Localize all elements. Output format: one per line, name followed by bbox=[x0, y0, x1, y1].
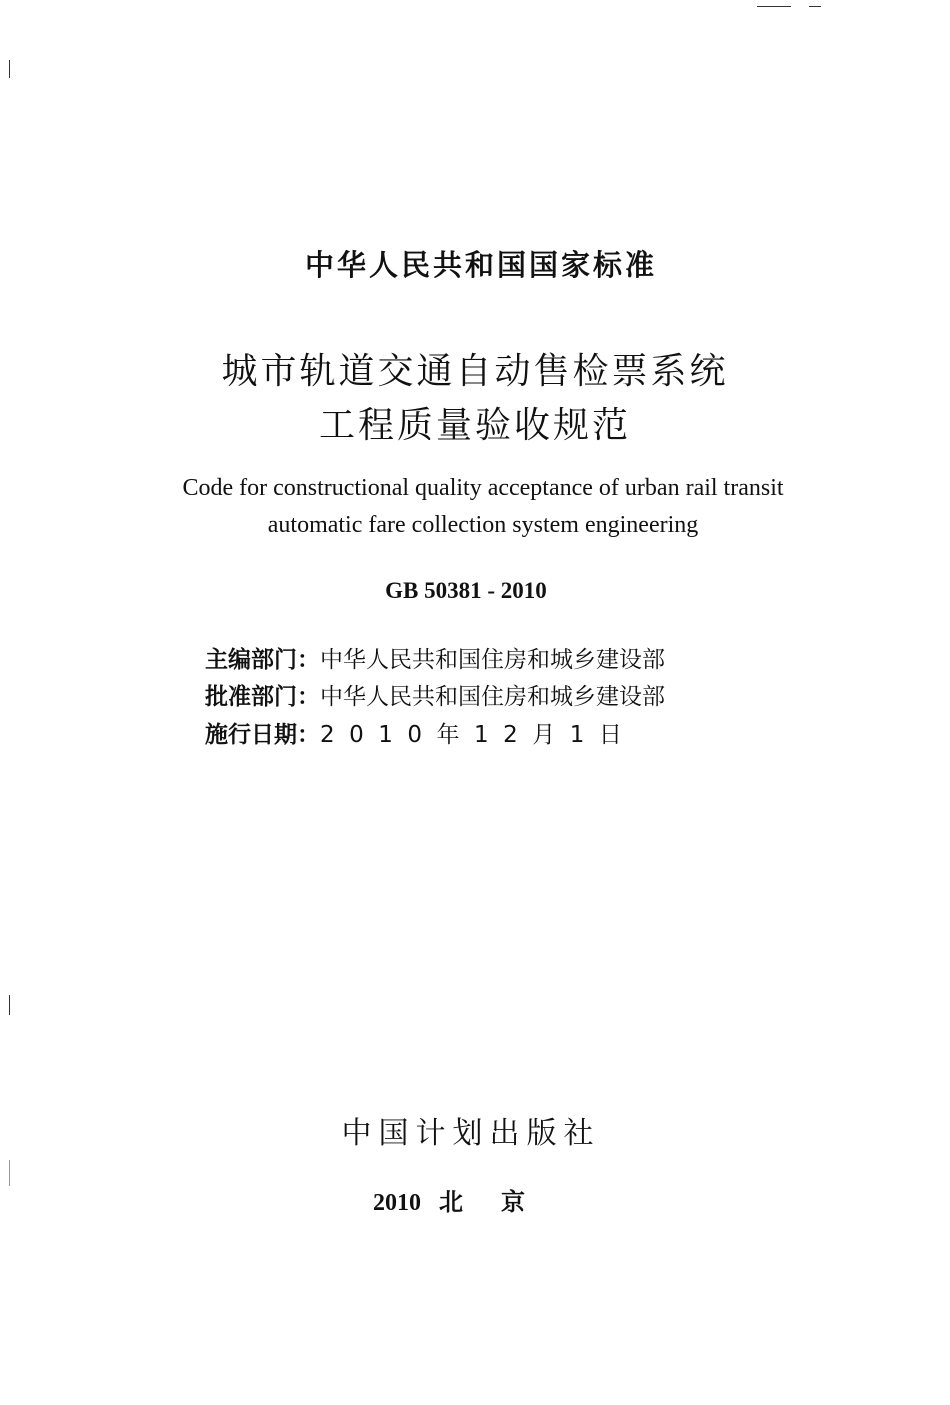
effective-date-value: 2010年12月1日 bbox=[320, 722, 637, 748]
imprint-city: 北京 bbox=[439, 1188, 563, 1216]
approver-row bbox=[205, 682, 665, 712]
chinese-title-line-1: 城市轨道交通自动售检票系统 bbox=[221, 351, 729, 392]
chinese-title-line-2: 工程质量验收规范 bbox=[318, 405, 631, 446]
approver-value: 中华人民共和国住房和城乡建设部 bbox=[320, 684, 665, 710]
chief-editor-row bbox=[205, 645, 665, 675]
effective-date-label: 施行日期： bbox=[205, 722, 320, 748]
series-title: 中华人民共和国国家标准 bbox=[304, 248, 657, 282]
approver-label: 批准部门： bbox=[205, 684, 320, 710]
scan-mark-left-mid bbox=[9, 995, 10, 1015]
english-title-line-2: automatic fare collection system engineering bbox=[267, 512, 699, 538]
imprint-year: 2010 bbox=[373, 1190, 421, 1216]
standard-number: GB 50381 - 2010 bbox=[385, 578, 547, 603]
scan-mark-top-right-a bbox=[757, 6, 791, 7]
chief-editor-label: 主编部门： bbox=[205, 647, 320, 673]
chief-editor-value: 中华人民共和国住房和城乡建设部 bbox=[320, 647, 665, 673]
scan-mark-top-right-b bbox=[809, 6, 821, 7]
scan-mark-left-top bbox=[9, 60, 10, 78]
imprint bbox=[0, 1182, 943, 1217]
english-title-line-1: Code for constructional quality acceptance of urban rail transit bbox=[182, 475, 784, 501]
effective-date-row bbox=[205, 720, 636, 750]
publisher: 中国计划出版社 bbox=[341, 1116, 601, 1151]
